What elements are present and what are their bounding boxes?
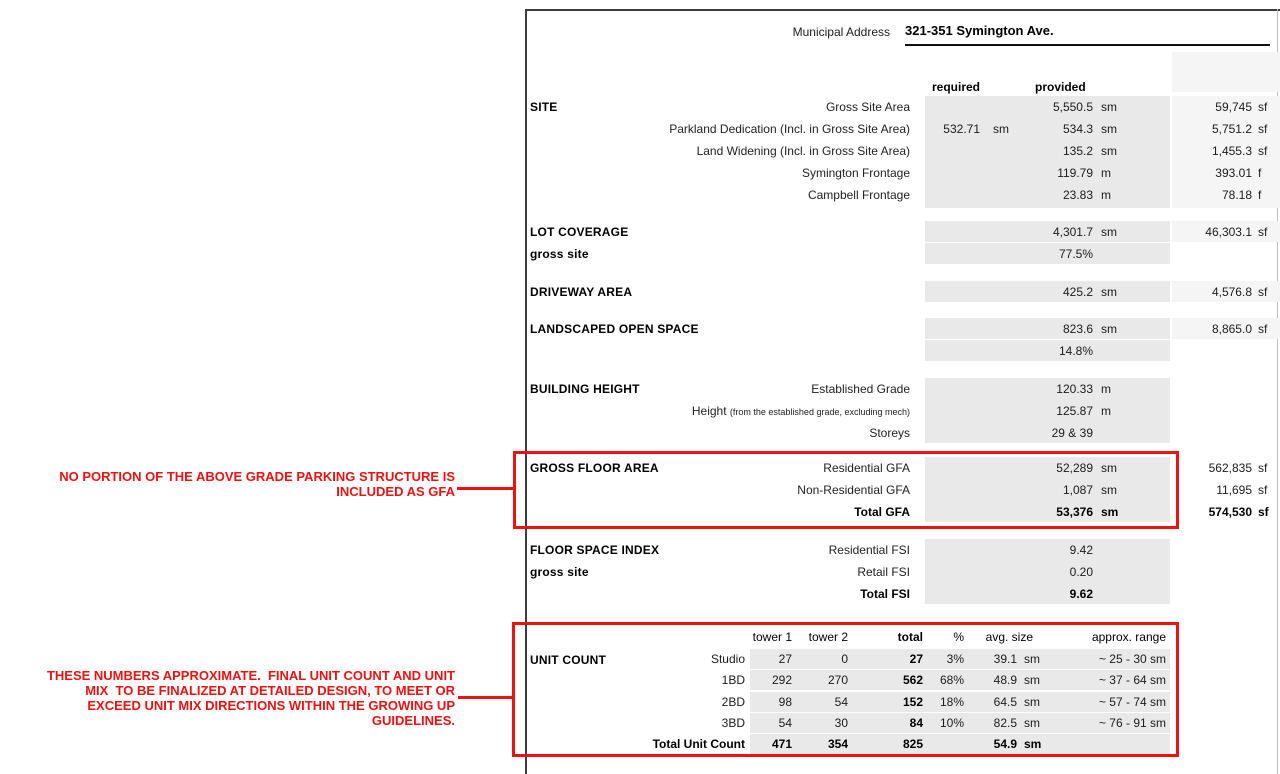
section-title-landscaped: LANDSCAPED OPEN SPACE xyxy=(530,322,699,336)
sf-unit: sf xyxy=(1258,461,1268,475)
provided-value: 425.2 xyxy=(1062,285,1093,299)
row-label: Residential FSI xyxy=(828,543,910,557)
provided-unit: sm xyxy=(1101,100,1117,114)
row-label: Non-Residential GFA xyxy=(797,483,910,497)
unit-table-total-row xyxy=(0,734,1280,755)
sf-unit: f xyxy=(1258,188,1262,202)
tower1-count: 27 xyxy=(778,652,792,666)
table-row xyxy=(0,162,1280,184)
provided-unit: sm xyxy=(1101,505,1119,519)
provided-unit: sm xyxy=(1101,322,1117,336)
sf-value: 46,303.1 xyxy=(1205,225,1252,239)
section-title-unit-count: UNIT COUNT xyxy=(530,653,606,667)
section-title-gfa: GROSS FLOOR AREA xyxy=(530,461,659,475)
required-value: 532.71 xyxy=(943,122,980,136)
avg-size-unit: sm xyxy=(1024,716,1040,730)
row-label: Storeys xyxy=(869,426,910,440)
provided-unit: sm xyxy=(1101,461,1117,475)
gfa-annotation-note xyxy=(40,469,455,499)
row-label: Campbell Frontage xyxy=(807,188,910,202)
unit-count-annotation-note xyxy=(40,668,455,728)
sf-unit: sf xyxy=(1258,225,1268,239)
provided-value: 823.6 xyxy=(1062,322,1093,336)
unit-table-row xyxy=(0,649,1280,670)
provided-unit: m xyxy=(1101,404,1111,418)
provided-value: 5,550.5 xyxy=(1052,100,1093,114)
column-header-percent: % xyxy=(953,630,964,644)
sf-value: 574,530 xyxy=(1208,505,1252,519)
section-title-site: SITE xyxy=(530,100,558,114)
approx-range-value: ~ 57 - 74 sm xyxy=(1098,695,1166,709)
avg-size-unit: sm xyxy=(1024,695,1040,709)
sf-unit: sf xyxy=(1258,322,1268,336)
sf-value: 393.01 xyxy=(1215,166,1252,180)
section-title-fsi: FLOOR SPACE INDEX xyxy=(530,543,660,557)
percent-value: 68% xyxy=(939,673,964,687)
unit-type-label: 2BD xyxy=(721,695,745,709)
provided-value: 14.8% xyxy=(1058,344,1093,358)
total-count: 84 xyxy=(909,716,923,730)
table-row xyxy=(0,140,1280,162)
unit-table-header-row xyxy=(0,627,1280,647)
provided-value: 4,301.7 xyxy=(1052,225,1093,239)
provided-value: 534.3 xyxy=(1062,122,1093,136)
provided-value: 9.42 xyxy=(1069,543,1093,557)
row-label: Land Widening (Incl. in Gross Site Area) xyxy=(696,144,910,158)
row-label-fineprint: (from the established grade, excluding mech) xyxy=(729,407,910,417)
row-label: Total FSI xyxy=(860,587,910,601)
table-row xyxy=(0,539,1280,561)
provided-value: 119.79 xyxy=(1057,166,1093,180)
avg-size-value: 48.9 xyxy=(993,673,1017,687)
unit-type-label: 3BD xyxy=(721,716,745,730)
sf-value: 8,865.0 xyxy=(1211,322,1252,336)
sf-unit: sf xyxy=(1258,505,1269,519)
tower2-count: 30 xyxy=(834,716,848,730)
provided-unit: sm xyxy=(1101,144,1117,158)
tower1-count: 98 xyxy=(778,695,792,709)
tower2-count: 54 xyxy=(834,695,848,709)
sf-unit: sf xyxy=(1258,122,1268,136)
municipal-address-value: 321-351 Symington Ave. xyxy=(905,23,1054,38)
sf-unit: sf xyxy=(1258,483,1268,497)
section-title-driveway: DRIVEWAY AREA xyxy=(530,285,633,299)
row-label: Symington Frontage xyxy=(801,166,910,180)
column-header-tower1: tower 1 xyxy=(752,630,792,644)
sf-value: 5,751.2 xyxy=(1211,122,1252,136)
table-row-total xyxy=(0,501,1280,523)
table-row xyxy=(0,561,1280,583)
sf-unit: sf xyxy=(1258,100,1268,114)
sf-value: 1,455.3 xyxy=(1211,144,1252,158)
provided-unit: sm xyxy=(1101,122,1117,136)
annotation-line: INCLUDED AS GFA xyxy=(336,484,455,499)
provided-value: 9.62 xyxy=(1069,587,1093,601)
avg-size-unit: sm xyxy=(1024,737,1042,751)
percent-value: 10% xyxy=(939,716,964,730)
sf-value: 59,745 xyxy=(1215,100,1252,114)
row-label: Parkland Dedication (Incl. in Gross Site Area) xyxy=(669,122,910,136)
table-row xyxy=(0,184,1280,206)
column-header-avg-size: avg. size xyxy=(985,630,1033,644)
provided-column-header: provided xyxy=(1035,80,1086,94)
provided-value: 77.5% xyxy=(1058,247,1093,261)
sf-value: 562,835 xyxy=(1208,461,1252,475)
table-row xyxy=(0,422,1280,444)
provided-value: 53,376 xyxy=(1056,505,1093,519)
annotation-leader-line xyxy=(458,696,513,699)
row-label: Height (from the established grade, excluding mech) xyxy=(691,404,910,418)
annotation-line: EXCEED UNIT MIX DIRECTIONS WITHIN THE GROWING UP xyxy=(87,698,455,713)
sf-value: 78.18 xyxy=(1221,188,1252,202)
table-row xyxy=(0,281,1280,303)
unit-type-label: 1BD xyxy=(721,673,745,687)
avg-size-unit: sm xyxy=(1024,652,1040,666)
avg-size-unit: sm xyxy=(1024,673,1040,687)
annotation-line: MIX TO BE FINALIZED AT DETAILED DESIGN, TO MEET OR xyxy=(85,683,455,698)
tower1-count: 292 xyxy=(771,673,792,687)
table-row xyxy=(0,400,1280,422)
provided-value: 0.20 xyxy=(1069,565,1093,579)
required-column-header: required xyxy=(932,80,981,94)
avg-size-value: 82.5 xyxy=(993,716,1017,730)
table-row-total xyxy=(0,583,1280,605)
table-row xyxy=(0,378,1280,400)
annotation-leader-line xyxy=(457,487,514,490)
page-top-edge xyxy=(526,9,1280,11)
percent-value: 18% xyxy=(939,695,964,709)
provided-value: 29 & 39 xyxy=(1051,426,1093,440)
total-count: 27 xyxy=(909,652,923,666)
tower2-count: 0 xyxy=(841,652,848,666)
total-count: 152 xyxy=(902,695,923,709)
percent-value: 3% xyxy=(946,652,964,666)
annotation-line: NO PORTION OF THE ABOVE GRADE PARKING STRUCTURE IS xyxy=(59,469,455,484)
sf-column-shading xyxy=(1172,52,1280,92)
section-subtitle-gross-site: gross site xyxy=(530,565,589,579)
section-title-lot-coverage: LOT COVERAGE xyxy=(530,225,629,239)
sf-value: 4,576.8 xyxy=(1211,285,1252,299)
address-underline xyxy=(905,44,1270,46)
table-row xyxy=(0,243,1280,265)
approx-range-value: ~ 25 - 30 sm xyxy=(1098,652,1166,666)
provided-value: 52,289 xyxy=(1056,461,1093,475)
tower2-count: 354 xyxy=(827,737,848,751)
provided-value: 23.83 xyxy=(1062,188,1093,202)
approx-range-value: ~ 76 - 91 sm xyxy=(1098,716,1166,730)
provided-value: 120.33 xyxy=(1056,382,1093,396)
provided-unit: sm xyxy=(1101,483,1117,497)
table-row xyxy=(0,96,1280,118)
tower2-count: 270 xyxy=(827,673,848,687)
column-header-total: total xyxy=(897,630,923,644)
table-row xyxy=(0,118,1280,140)
annotation-line: THESE NUMBERS APPROXIMATE. FINAL UNIT COUNT AND UNIT xyxy=(46,668,455,683)
municipal-address-label: Municipal Address xyxy=(792,25,890,39)
avg-size-value: 54.9 xyxy=(993,737,1017,751)
tower1-count: 54 xyxy=(778,716,792,730)
unit-type-label: Studio xyxy=(710,652,745,666)
column-header-approx-range: approx. range xyxy=(1091,630,1166,644)
row-label: Gross Site Area xyxy=(825,100,910,114)
column-header-tower2: tower 2 xyxy=(808,630,848,644)
sf-value: 11,695 xyxy=(1216,483,1252,497)
row-label: Total GFA xyxy=(854,505,910,519)
provided-unit: m xyxy=(1101,382,1111,396)
row-label: Residential GFA xyxy=(823,461,910,475)
provided-value: 125.87 xyxy=(1056,404,1093,418)
sf-unit: f xyxy=(1258,166,1262,180)
provided-unit: m xyxy=(1101,188,1111,202)
avg-size-value: 39.1 xyxy=(993,652,1017,666)
provided-value: 1,087 xyxy=(1062,483,1093,497)
provided-unit: sm xyxy=(1101,285,1117,299)
unit-type-label: Total Unit Count xyxy=(652,737,745,751)
sf-unit: sf xyxy=(1258,285,1268,299)
provided-value: 135.2 xyxy=(1062,144,1093,158)
section-subtitle-gross-site: gross site xyxy=(530,247,589,261)
table-row xyxy=(0,221,1280,243)
tower1-count: 471 xyxy=(771,737,792,751)
annotation-line: GUIDELINES. xyxy=(371,713,455,728)
avg-size-value: 64.5 xyxy=(993,695,1017,709)
provided-unit: m xyxy=(1101,166,1111,180)
row-label: Retail FSI xyxy=(857,565,910,579)
row-label: Established Grade xyxy=(811,382,910,396)
required-unit: sm xyxy=(993,122,1009,136)
total-count: 562 xyxy=(902,673,923,687)
table-row xyxy=(0,340,1280,362)
approx-range-value: ~ 37 - 64 sm xyxy=(1098,673,1166,687)
section-title-building-height: BUILDING HEIGHT xyxy=(530,382,640,396)
provided-unit: sm xyxy=(1101,225,1117,239)
sf-unit: sf xyxy=(1258,144,1268,158)
table-row xyxy=(0,318,1280,340)
total-count: 825 xyxy=(902,737,923,751)
